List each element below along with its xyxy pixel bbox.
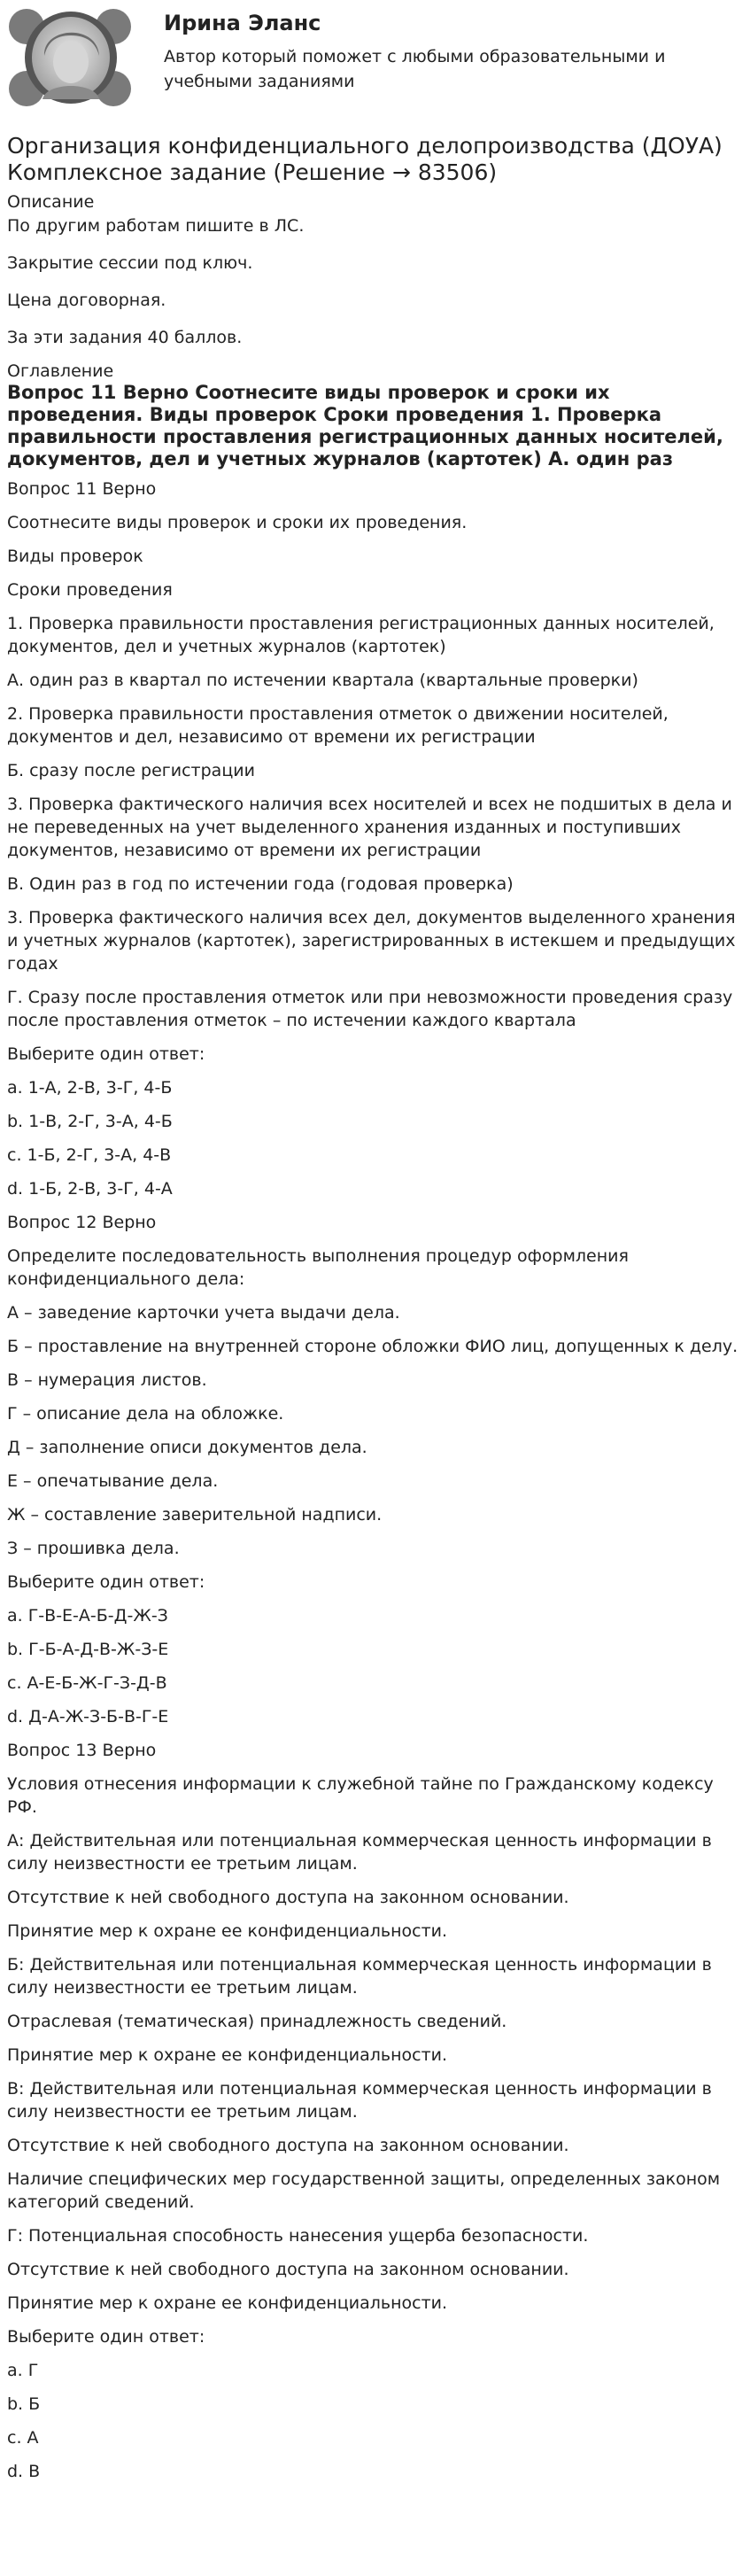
question-heading: Вопрос 12 Верно [7,1213,157,1232]
content-line: А – заведение карточки учета выдачи дела. [7,1303,400,1323]
content-line: Сроки проведения [7,580,173,600]
content-line: 2. Проверка правильности проставления отметок о движении носителей, документов и дел, независимо от времени их регистрации [7,704,669,747]
content-line: Выберите один ответ: [7,1044,205,1064]
content-line: В: Действительная или потенциальная коммерческая ценность информации в силу неизвестности ее третьим лицам. [7,2079,712,2122]
title-line-2: Комплексное задание (Решение → 83506) [7,159,498,185]
content-line: Отсутствие к ней свободного доступа на законном основании. [7,1888,569,1907]
content-line: Д – заполнение описи документов дела. [7,1438,367,1457]
description-paragraph: По другим работам пишите в ЛС. [7,216,305,236]
content-line: Соотнесите виды проверок и сроки их проведения. [7,513,468,532]
content-line: А: Действительная или потенциальная коммерческая ценность информации в силу неизвестности ее третьим лицам. [7,1831,712,1874]
answer-option: b. 1-В, 2-Г, 3-А, 4-Б [7,1112,173,1131]
content-line: Вопрос 11 Верно [7,479,157,499]
title-line-1: Организация конфиденциального делопроизводства (ДОУА) [7,133,723,159]
description-paragraph: Закрытие сессии под ключ. [7,253,253,273]
content-line: Б – проставление на внутренней стороне обложки ФИО лиц, допущенных к делу. [7,1337,738,1356]
content-line: Принятие мер к охране ее конфиденциальности. [7,2293,448,2313]
content-line: Г: Потенциальная способность нанесения ущерба безопасности. [7,2226,589,2246]
answer-option: b. Б [7,2394,41,2414]
answer-option: a. Г-В-Е-А-Б-Д-Ж-З [7,1606,168,1626]
toc-label: Оглавление [7,361,114,381]
author-description: Автор который поможет с любыми образовательными и учебными заданиями [164,47,666,91]
content-line: Определите последовательность выполнения процедур оформления конфиденциального дела: [7,1246,629,1289]
content-line: Принятие мер к охране ее конфиденциальности. [7,1921,448,1941]
answer-option: a. Г [7,2361,39,2380]
content-line: Г – описание дела на обложке. [7,1404,284,1424]
content-line: Отсутствие к ней свободного доступа на законном основании. [7,2136,569,2155]
document-title [7,133,742,186]
content-line: Ж – составление заверительной надписи. [7,1505,383,1525]
answer-option: b. Г-Б-А-Д-В-Ж-З-Е [7,1640,169,1659]
content-line: Отсутствие к ней свободного доступа на законном основании. [7,2260,569,2279]
content-line: Б: Действительная или потенциальная коммерческая ценность информации в силу неизвестности ее третьим лицам. [7,1955,712,1998]
content-line: Принятие мер к охране ее конфиденциальности. [7,2045,448,2065]
content-line: З – прошивка дела. [7,1539,180,1558]
content-line: Е – опечатывание дела. [7,1471,219,1491]
content-line: Б. сразу после регистрации [7,761,255,780]
content-line: Отраслевая (тематическая) принадлежность сведений. [7,2012,507,2031]
content-line: Г. Сразу после проставления отметок или при невозможности проведения сразу после проставления отметок – по истечении каждого квартала [7,988,733,1030]
content-line: Выберите один ответ: [7,1572,205,1592]
answer-option: a. 1-А, 2-В, 3-Г, 4-Б [7,1078,173,1098]
content-line: Выберите один ответ: [7,2327,205,2347]
question-heading: Вопрос 13 Верно [7,1741,157,1760]
description-paragraph: За эти задания 40 баллов. [7,328,243,347]
content-line: А. один раз в квартал по истечении квартала (квартальные проверки) [7,671,638,690]
content-line: В – нумерация листов. [7,1370,207,1390]
content-line: 1. Проверка правильности проставления регистрационных данных носителей, документов, дел и учетных журналов (картотек) [7,614,715,656]
answer-option: c. А-Е-Б-Ж-Г-З-Д-В [7,1673,167,1693]
answer-option: d. В [7,2462,41,2481]
content-line: В. Один раз в год по истечении года (годовая проверка) [7,874,514,894]
answer-option: c. 1-Б, 2-Г, 3-А, 4-В [7,1145,172,1165]
answer-option: d. Д-А-Ж-З-Б-В-Г-Е [7,1707,169,1726]
content-line: 3. Проверка фактического наличия всех дел, документов выделенного хранения и учетных журналов (картотек), зарегистрированных в истекшем и предыдущих годах [7,908,736,974]
content-line: 3. Проверка фактического наличия всех носителей и всех не подшитых в дела и не переведенных на учет выделенного хранения изданных и поступивших документов, независимо от времени их регистрации [7,795,732,860]
content-line: Виды проверок [7,547,143,566]
answer-option: c. А [7,2428,39,2448]
answer-option: d. 1-Б, 2-В, 3-Г, 4-А [7,1179,173,1199]
content-line: Наличие специфических мер государственной защиты, определенных законом категорий сведений. [7,2169,721,2212]
content-line: Условия отнесения информации к служебной тайне по Гражданскому кодексу РФ. [7,1774,714,1817]
description-label: Описание [7,192,95,212]
author-header [0,0,750,133]
avatar-portrait-icon [9,7,133,108]
author-name[interactable]: Ирина Эланс [164,11,321,35]
description-paragraph: Цена договорная. [7,291,166,310]
toc-question-heading: Вопрос 11 Верно Соотнесите виды проверок и сроки их проведения. Виды проверок Сроки проведения 1. Проверка правильности проставления регистрационных данных носителей, документов, дел и учетных журналов (картотек) А. один раз [7,382,723,469]
document-body [7,191,744,2494]
